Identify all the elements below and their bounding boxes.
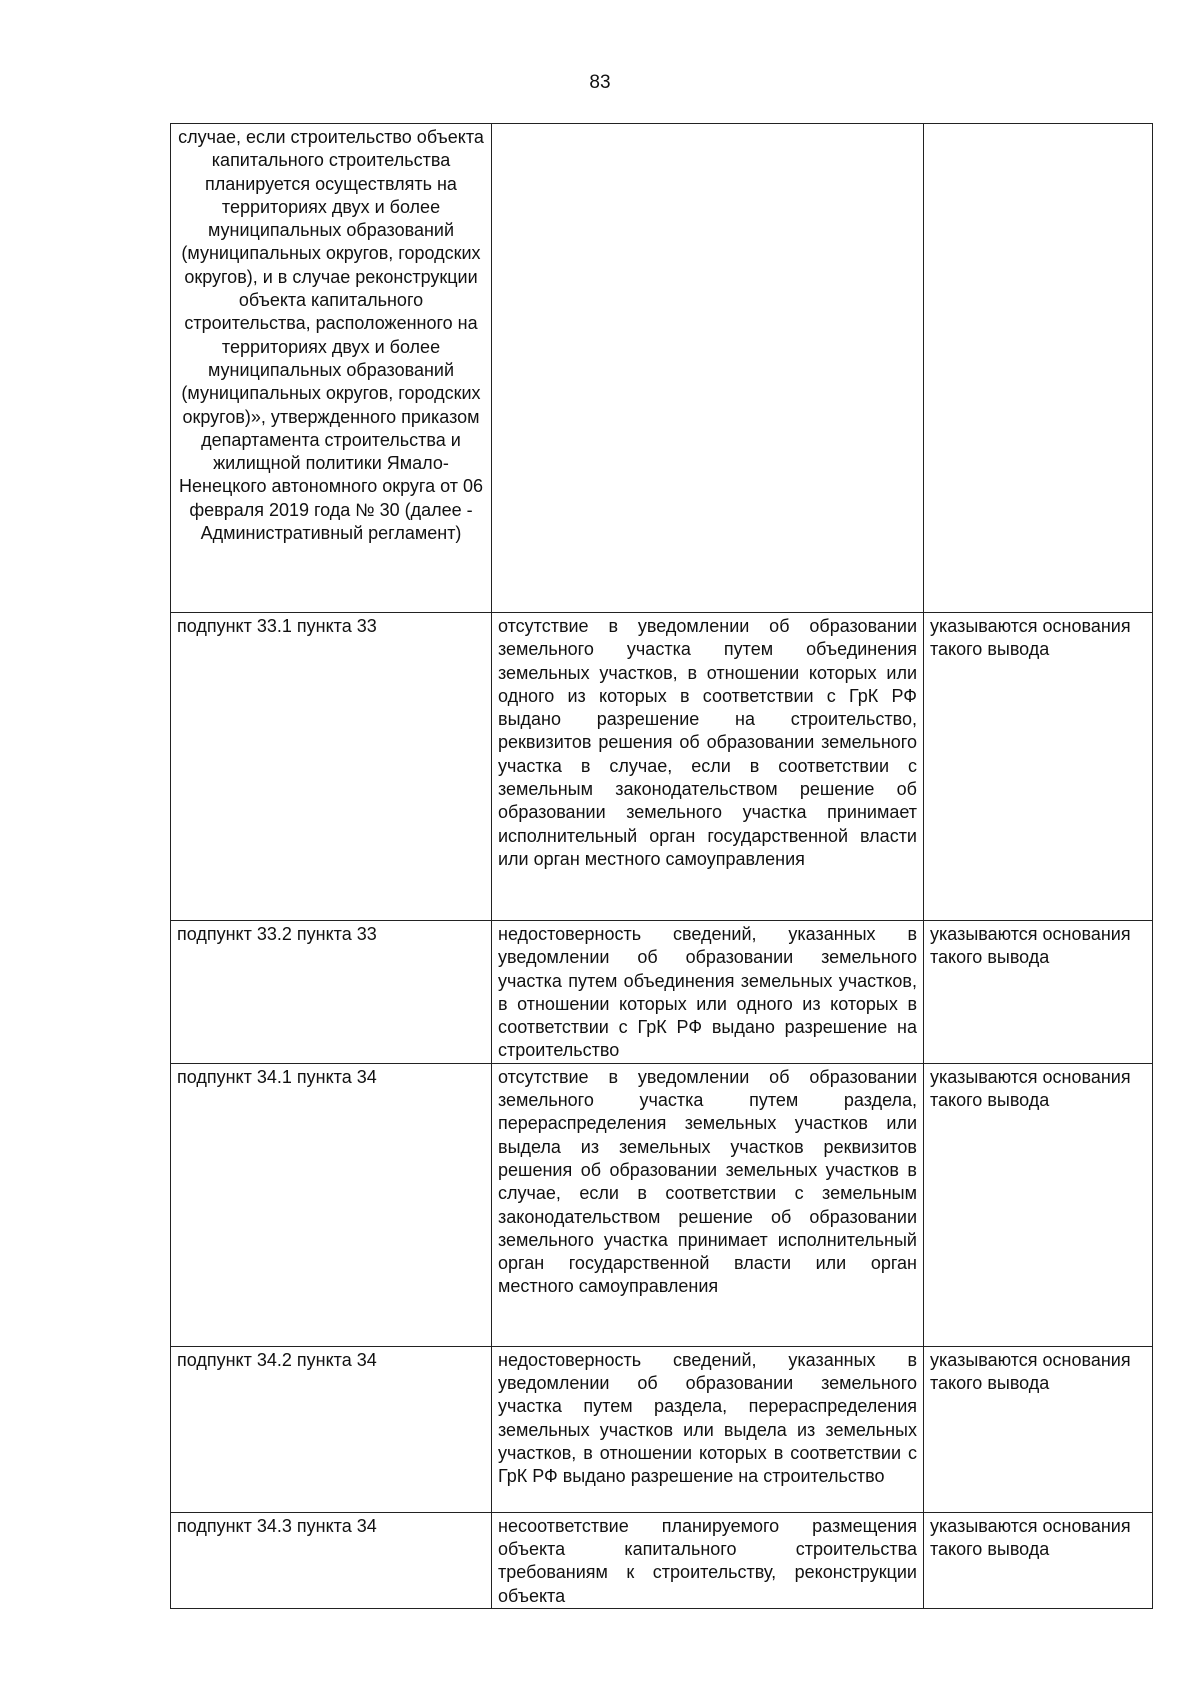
table-cell-explanation: указываются основания такого вывода [924,1063,1153,1346]
table-cell-reference: подпункт 34.3 пункта 34 [171,1512,492,1608]
table-cell-explanation [924,124,1153,613]
page-number: 83 [589,72,611,93]
table-cell-reference: подпункт 33.1 пункта 33 [171,613,492,921]
table-cell-reason: несоответствие планируемого размещения объекта капитального строительства требованиям к строительству, реконструкции объекта [492,1512,924,1608]
table-cell-explanation: указываются основания такого вывода [924,613,1153,921]
table-row [171,921,1153,1064]
table-cell-reason [492,124,924,613]
table-cell-reference: подпункт 33.2 пункта 33 [171,921,492,1064]
table-cell-reference: подпункт 34.1 пункта 34 [171,1063,492,1346]
table-cell-reason: отсутствие в уведомлении об образовании земельного участка путем раздела, перераспределения земельных участков или выдела из земельных участков реквизитов решения об образовании земельных участков в случае, если в соответствии с земельным законодательством решение об образовании земельного участка принимает исполнительный орган государственной власти или орган местного самоуправления [492,1063,924,1346]
table-row [171,613,1153,921]
table-cell-explanation: указываются основания такого вывода [924,1346,1153,1512]
document-table [170,123,1153,1609]
table-row [171,1512,1153,1608]
table-cell-reason: недостоверность сведений, указанных в уведомлении об образовании земельного участка путем объединения земельных участков, в отношении которых или одного из которых в соответствии с ГрК РФ выдано разрешение на строительство [492,921,924,1064]
table-cell-reference: случае, если строительство объекта капитального строительства планируется осуществлять на территориях двух и более муниципальных образований (муниципальных округов, городских округов), и в случае реконструкции объекта капитального строительства, расположенного на территориях двух и более муниципальных образований (муниципальных округов, городских округов)», утвержденного приказом департамента строительства и жилищной политики Ямало-Ненецкого автономного округа от 06 февраля 2019 года № 30 (далее - Административный регламент) [171,124,492,613]
table-row [171,1063,1153,1346]
table-cell-explanation: указываются основания такого вывода [924,921,1153,1064]
table-cell-reference: подпункт 34.2 пункта 34 [171,1346,492,1512]
table-cell-reason: отсутствие в уведомлении об образовании земельного участка путем объединения земельных участков, в отношении которых или одного из которых в соответствии с ГрК РФ выдано разрешение на строительство, реквизитов решения об образовании земельного участка в случае, если в соответствии с земельным законодательством решение об образовании земельного участка принимает исполнительный орган государственной власти или орган местного самоуправления [492,613,924,921]
table-cell-explanation: указываются основания такого вывода [924,1512,1153,1608]
table-row [171,1346,1153,1512]
table-row [171,124,1153,613]
table-cell-reason: недостоверность сведений, указанных в уведомлении об образовании земельного участка путем раздела, перераспределения земельных участков или выдела из земельных участков, в отношении которых в соответствии с ГрК РФ выдано разрешение на строительство [492,1346,924,1512]
